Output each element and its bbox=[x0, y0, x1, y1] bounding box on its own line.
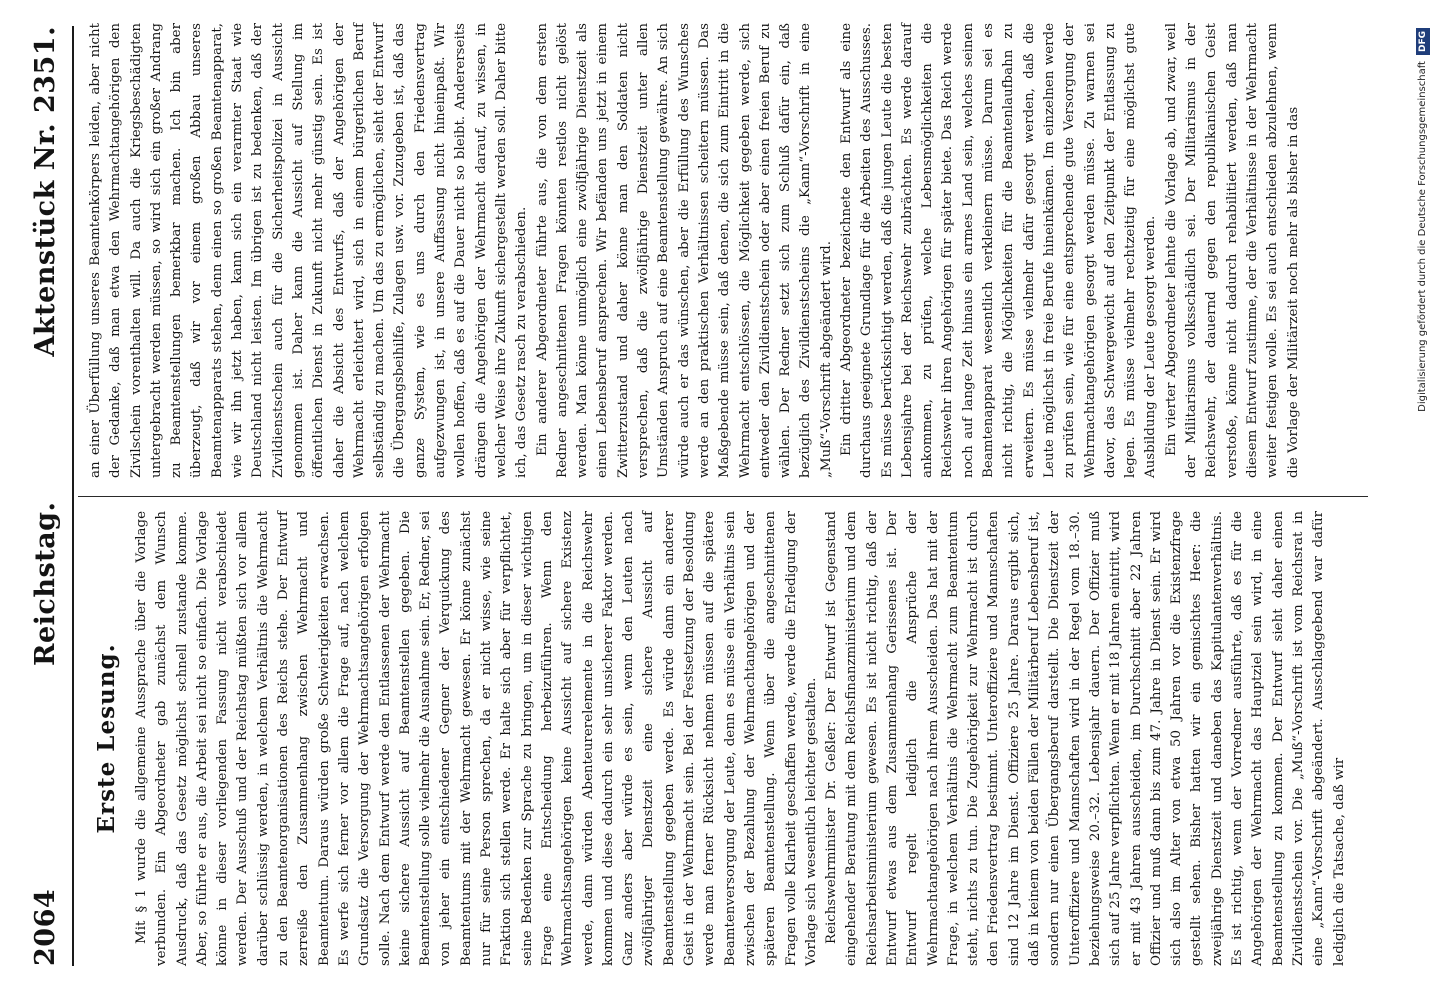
paragraph: an einer Überfüllung unseres Beamtenkörpers leiden, aber nicht der Gedanke, daß man etwa den Wehrmachtangehörigen den Zivilschein vorenthalten will. Da auch die Kriegsbeschädigten untergebracht werden müssen, so wird sich ein großer Andrang zu Beamtenstellungen bemerkbar machen. Ich bin aber überzeugt, daß wir vor einem großen Abbau unseres Beamtenapparats stehen, denn einen so großen Beamtenapparat, wie wir ihn jetzt haben, kann sich ein verarmter Staat wie Deutschland nicht leisten. Im übrigen ist zu bedenken, daß der Zivildienstschein auch für die Sicherheitspolizei in Aussicht genommen ist. Daher kann die Aussicht auf Stellung im öffentlichen Dienst in Zukunft nicht mehr günstig sein. Es ist daher die Absicht des Entwurfs, daß der Angehörigen der Wehrmacht erleichtert wird, sich in einem bürgerlichen Beruf selbständig zu machen. Um das zu ermöglichen, sieht der Entwurf die Übergangsbeihilfe, Zulagen usw. vor. Zuzugeben ist, daß das ganze System, wie es uns durch den Friedensvertrag aufgezwungen ist, in unsere Auffassung nicht hineinpaßt. Wir wollen hoffen, daß es auf die Dauer nicht so bleibt. Andererseits drängen die Angehörigen der Wehrmacht darauf, zu wissen, in welcher Weise ihre Zukunft sichergestellt werden soll. Daher bitte ich, das Gesetz rasch zu verabschieden. bbox=[88, 23, 530, 478]
paragraph: Ein anderer Abgeordneter führte aus, die von dem ersten Redner angeschnittenen Fragen könnten restlos nicht gelöst werden. Man könne unmöglich eine zwölfjährige Dienstzeit als einen Lebensberuf ansprechen. Wir befänden uns jetzt in einem Zwitterzustand und daher könne man den Soldaten nicht versprechen, daß die zwölfjährige Dienstzeit unter allen Umständen Anspruch auf eine Beamtenstellung gewähre. An sich würde auch er das wünschen, aber die Erfüllung des Wunsches werde an den praktischen Verhältnissen scheitern müssen. Das Maßgebende müsse sein, daß denen, die sich zum Eintritt in die Wehrmacht entschlössen, die Möglichkeit gegeben werde, sich entweder den Zivildienstschein oder aber einen freien Beruf zu wählen. Der Redner setzt sich zum Schluß dafür ein, daß bezüglich des Zivildienstscheins die „Kann“-Vorschrift in eine „Muß“-Vorschrift abgeändert wird. bbox=[534, 23, 834, 478]
paragraph: Reichswehrminister Dr. Geßler: Der Entwurf ist Gegenstand eingehender Beratung mit dem Reichsfinanzministerium und dem Reichsarbeitsministerium gewesen. Es ist nicht richtig, daß der Entwurf etwas aus dem Zusammenhang Gerissenes ist. Der Entwurf regelt lediglich die Ansprüche der Wehrmachtangehörigen nach ihrem Ausscheiden. Das hat mit der Frage, in welchem Verhältnis die Wehrmacht zum Beamtentum steht, nichts zu tun. Die Zugehörigkeit zur Wehrmacht ist durch den Friedensvertrag bestimmt. Unteroffiziere und Mannschaften sind 12 Jahre im Dienst. Offiziere 25 Jahre. Daraus ergibt sich, daß in keinem von beiden Fällen der Militärberuf Lebensberuf ist, sondern nur einen Übergangsberuf darstellt. Die Dienstzeit der Unteroffiziere und Mannschaften wird in der Regel vom 18.–30. beziehungsweise 20.–32. Lebensjahr dauern. Der Offizier muß sich auf 25 Jahre verpflichten. Wenn er mit 18 Jahren eintritt, wird er mit 43 Jahren ausscheiden, im Durchschnitt aber 22 Jahren Offizier und muß dann bis zum 47. Jahre in Dienst sein. Er wird sich also im Alter von etwa 50 Jahren vor die Existenzfrage gestellt sehen. Bisher hatten wir ein gemischtes Heer: die zweijährige Dienstzeit und daneben das Kapitulantenverhältnis. Es ist richtig, wenn der Vorredner ausführte, daß es für die Angehörigen der Wehrmacht das Hauptziel sein wird, in eine Beamtenstellung zu kommen. Der Entwurf sieht daher einen Zivildienstschein vor. Die „Muß“-Vorschrift ist vom Reichsrat in eine „Kann“-Vorschrift abgeändert. Ausschlaggebend war dafür lediglich die Tatsache, daß wir bbox=[824, 511, 1347, 966]
header-rule bbox=[72, 26, 74, 966]
page-number: 2064 bbox=[30, 888, 61, 966]
right-column bbox=[86, 23, 1304, 478]
document-number: Aktenstück Nr. 2351. bbox=[30, 26, 61, 357]
credit-text: Digitalisierung gefördert durch die Deutsche Forschungsgemeinschaft bbox=[1417, 61, 1428, 412]
digitization-credit bbox=[1416, 8, 1430, 992]
paragraph: Ein vierter Abgeordneter lehnte die Vorlage ab, und zwar, weil der Militarismus volksschädlich sei. Der Militarismus in der Reichswehr, der dauernd gegen den republikanischen Geist verstoße, könne nicht dadurch rehabilitiert werden, daß man diesem Entwurf zustimme, der die Verhältnisse in der Wehrmacht weiter festigen wolle. Es sei auch entschieden abzulehnen, wenn die Vorlage der Militärzeit noch mehr als bisher in das bbox=[1163, 23, 1301, 478]
left-column bbox=[86, 511, 1350, 966]
dfg-logo: DFG bbox=[1416, 28, 1430, 55]
scanned-page bbox=[8, 0, 1408, 996]
column-divider bbox=[78, 496, 1368, 497]
paragraph: Ein dritter Abgeordneter bezeichnete den Entwurf als eine durchaus geeignete Grundlage für die Arbeiten des Ausschusses. Es müsse berücksichtigt werden, daß die jungen Leute die besten Lebensjahre bei der Reichswehr zubrächten. Es werde darauf ankommen, zu prüfen, welche Lebensmöglichkeiten die Reichswehr ihren Angehörigen für später biete. Das Reich werde noch auf lange Zeit hinaus ein armes Land sein, welches seinen Beamtenapparat wesentlich verkleinern müsse. Darum sei es nicht richtig, die Möglichkeiten für die Beamtenlaufbahn zu erweitern. Es müsse vielmehr dafür gesorgt werden, daß die Leute möglichst in freie Berufe hineinkämen. Im einzelnen werde zu prüfen sein, wie für eine entsprechende gute Versorgung der Wehrmachtangehörigen gesorgt werden müsse. Zu warnen sei davor, das Schwergewicht auf den Zeitpunkt der Entlassung zu legen. Es müsse vielmehr rechtzeitig für eine möglichst gute Ausbildung der Leute gesorgt werden. bbox=[838, 23, 1159, 478]
page-header bbox=[30, 26, 70, 966]
paragraph: Mit § 1 wurde die allgemeine Aussprache über die Vorlage verbunden. Ein Abgeordneter gab zunächst dem Wunsch Ausdruck, daß das Gesetz möglichst schnell zustande komme. Aber, so führte er aus, die Arbeit sei nicht so einfach. Die Vorlage könne in dieser vorliegenden Fassung nicht verabschiedet werden. Der Ausschuß und der Reichstag müßten sich vor allem darüber schlüssig werden, in welchem Verhältnis die Wehrmacht zu den Beamtenorganisationen des Reichs stehe. Der Entwurf zerreiße den Zusammenhang zwischen Wehrmacht und Beamtentum. Daraus würden große Schwierigkeiten erwachsen. Es werfe sich ferner vor allem die Frage auf, nach welchem Grundsatz die Versorgung der Wehrmachtsangehörigen erfolgen solle. Nach dem Entwurf werde den Entlassenen der Wehrmacht keine sichere Aussicht auf Beamtenstellen gegeben. Die Beamtenstellung solle vielmehr die Ausnahme sein. Er, Redner, sei von jeher ein entschiedener Gegner der Verquickung des Beamtentums mit der Wehrmacht gewesen. Er könne zunächst nur für seine Person sprechen, da er nicht wisse, wie seine Fraktion sich stellen werde. Er halte sich aber für verpflichtet, seine Bedenken zur Sprache zu bringen, um in dieser wichtigen Frage eine Entscheidung herbeizuführen. Wenn den Wehrmachtsangehörigen keine Aussicht auf sichere Existenz werde, dann würden Abenteurerelemente in die Reichswehr kommen und diese dadurch ein sehr unsicherer Faktor werden. Ganz anders aber würde es sein, wenn den Leuten nach zwölfjähriger Dienstzeit eine sichere Aussicht auf Beamtenstellung gegeben werde. Es würde dann ein anderer Geist in der Wehrmacht sein. Bei der Festsetzung der Besoldung werde man ferner Rücksicht nehmen müssen auf die spätere Beamtenversorgung der Leute, denn es müsse ein Verhältnis sein zwischen der Bezahlung der Wehrmachtangehörigen und der späteren Beamtenstellung. Wenn über die angeschnittenen Fragen volle Klarheit geschaffen werde, werde die Erledigung der Vorlage sich wesentlich leichter gestalten. bbox=[134, 511, 819, 966]
section-heading: Erste Lesung. bbox=[93, 643, 120, 834]
running-title: Reichstag. bbox=[30, 501, 61, 666]
